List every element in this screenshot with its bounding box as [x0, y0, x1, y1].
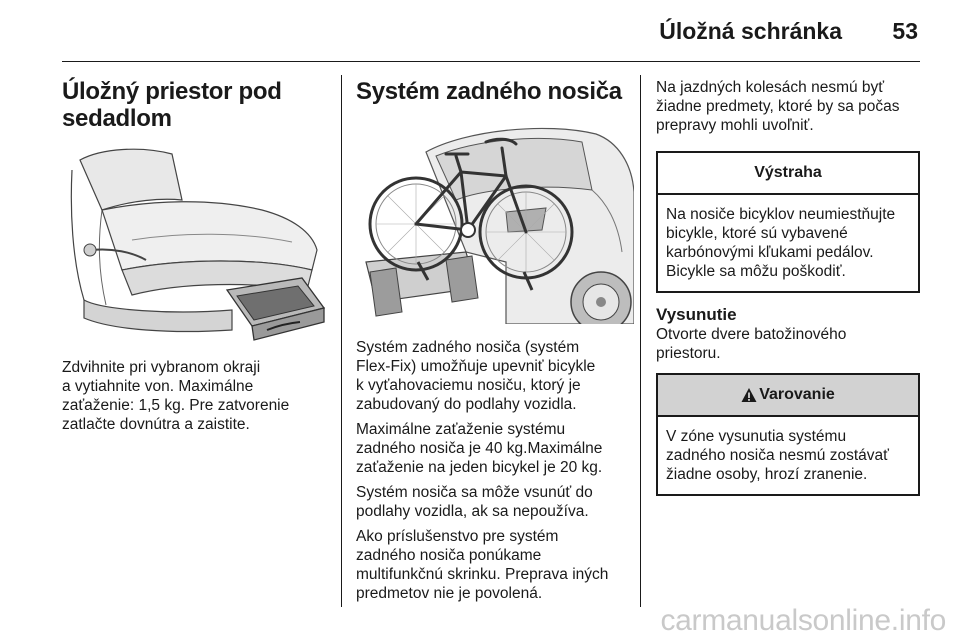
text-line: predmetov nie je povolená.	[356, 585, 543, 602]
section-title: Úložná schránka	[659, 18, 842, 44]
text-line: zadného nosiča je 40 kg.Maximálne	[356, 440, 603, 457]
heading-under-seat-storage	[62, 78, 332, 132]
col2-paragraph-1	[356, 338, 638, 414]
header-rule	[62, 61, 920, 62]
text-line: zatlačte dovnútra a zaistite.	[62, 416, 250, 433]
text-line: zabudovaný do podlahy vozidla.	[356, 396, 577, 413]
text-line: Systém zadného nosiča (systém	[356, 339, 580, 356]
text-line: zaťaženie na jeden bicykel je 20 kg.	[356, 459, 603, 476]
text-line: Na nosiče bicyklov neumiestňujte	[666, 206, 896, 223]
page-number: 53	[892, 18, 918, 44]
col2-paragraph-4	[356, 527, 638, 603]
text-line: karbónovými kľukami pedálov.	[666, 244, 874, 261]
col2-paragraph-2	[356, 420, 638, 477]
text-line: k vyťahovaciemu nosiču, ktorý je	[356, 377, 581, 394]
text-line: bicykle, ktoré sú vybavené	[666, 225, 848, 242]
column-2-heading-wrap	[356, 78, 636, 105]
text-line: Otvorte dvere batožinového	[656, 326, 847, 343]
text-line: žiadne osoby, hrozí zranenie.	[666, 466, 868, 483]
text-line: multifunkčnú skrinku. Preprava iných	[356, 566, 609, 583]
text-line: Systém nosiča sa môže vsunúť do	[356, 484, 593, 501]
caution-box-body	[658, 417, 918, 494]
warning-box-title: Výstraha	[658, 153, 918, 195]
text-line: zadného nosiča ponúkame	[356, 547, 542, 564]
text-line: V zóne vysunutia systému	[666, 428, 847, 445]
col3-intro	[656, 78, 920, 135]
warning-box	[656, 151, 920, 293]
text-line: žiadne predmety, ktoré by sa počas	[656, 98, 900, 115]
text-line: Na jazdných kolesách nesmú byť	[656, 79, 885, 96]
column-divider-2	[640, 75, 641, 607]
column-divider-1	[341, 75, 342, 607]
bike-carrier-illustration	[356, 112, 634, 324]
seat-drawer-illustration	[62, 140, 332, 348]
heading-rear-carrier: Systém zadného nosiča	[356, 78, 622, 105]
subheading-extension: Vysunutie	[656, 305, 737, 324]
caution-box-title	[658, 375, 918, 417]
text-line: a vytiahnite von. Maximálne	[62, 378, 254, 395]
column-3	[656, 78, 920, 496]
caution-box	[656, 373, 920, 496]
warning-triangle-icon	[741, 387, 757, 403]
text-line: Maximálne zaťaženie systému	[356, 421, 566, 438]
heading-line-1: Úložný priestor pod	[62, 78, 282, 105]
warning-box-body	[658, 195, 918, 291]
text-line: priestoru.	[656, 345, 721, 362]
col3-extension-text	[656, 325, 920, 363]
text-line: podlahy vozidla, ak sa nepoužíva.	[356, 503, 589, 520]
heading-line-2: sedadlom	[62, 105, 172, 132]
col1-paragraph	[62, 358, 332, 434]
text-line: Flex-Fix) umožňuje upevniť bicykle	[356, 358, 596, 375]
text-line: prepravy mohli uvoľniť.	[656, 117, 814, 134]
col2-paragraph-3	[356, 483, 638, 521]
col2-text	[356, 338, 638, 603]
text-line: zadného nosiča nesmú zostávať	[666, 447, 889, 464]
column-1	[62, 78, 332, 132]
caution-title-text: Varovanie	[759, 386, 835, 403]
text-line: Bicykle sa môžu poškodiť.	[666, 263, 846, 280]
page-header	[0, 0, 960, 62]
text-line: Zdvihnite pri vybranom okraji	[62, 359, 261, 376]
col1-text	[62, 358, 332, 434]
watermark: carmanualsonline.info	[660, 604, 946, 637]
text-line: Ako príslušenstvo pre systém	[356, 528, 559, 545]
text-line: zaťaženie: 1,5 kg. Pre zatvorenie	[62, 397, 290, 414]
